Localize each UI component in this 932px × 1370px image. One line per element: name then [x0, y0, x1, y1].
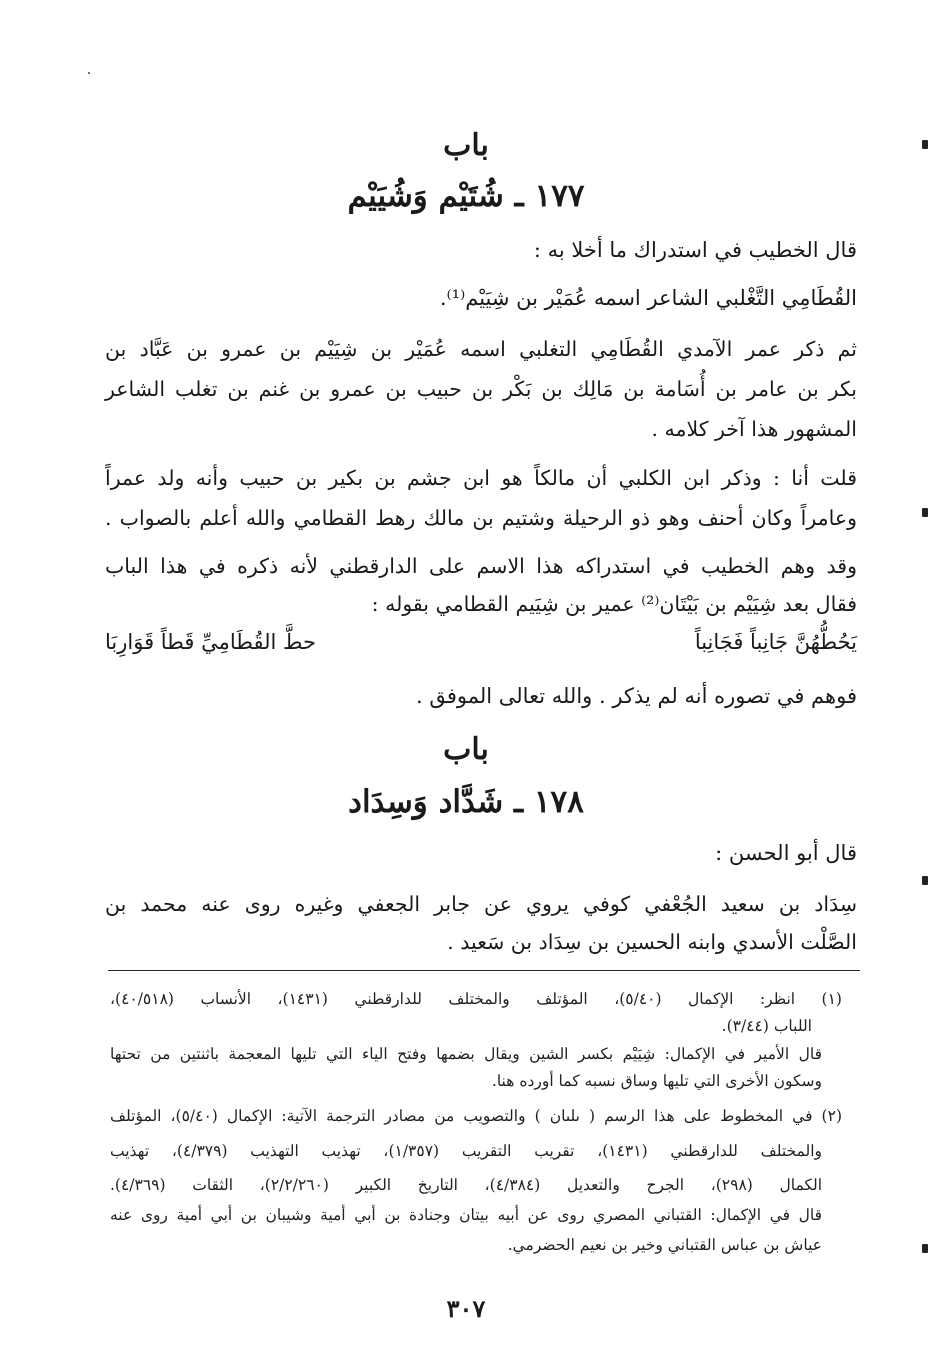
footnote-separator — [108, 970, 860, 971]
text-line: فقال بعد شِيَيْم بن بَيْتَان⁽²⁾ عمير بن شِيَيم القطامي بقوله : — [371, 592, 857, 616]
text-line: ثم ذكر عمر الآمدي القُطَامِي التغلبي اسمه عُمَيْر بن شِيَيْم بن عمرو بن عَبَّاد بن — [105, 337, 857, 361]
margin-mark — [922, 140, 928, 149]
footnote-line: قال في الإكمال: القتباني المصري روى عن أبيه بيتان وجنادة بن أبي أمية وشيبان بن أبي أمية روى عنه — [110, 1206, 822, 1224]
chapter-label: باب — [443, 128, 489, 163]
text-line: وعامراً وكان أحنف وهو ذو الرحيلة وشتيم بن مالك رهط القطامي والله أعلم بالصواب . — [105, 506, 857, 530]
footnote-line: الكمال (٢٩٨)، الجرح والتعديل (٤/٣٨٤)، التاريخ الكبير (٢/٢/٢٦٠)، الثقات (٤/٣٦٩). — [110, 1176, 823, 1194]
text-line: قال الخطيب في استدراك ما أخلا به : — [533, 238, 857, 262]
footnote-line: (٢) في المخطوط على هذا الرسم ( ىلىان ) والتصويب من مصادر الترجمة الآتية: الإكمال (٥/٤٠)، المؤتلف — [110, 1107, 842, 1125]
verse-hemistich-second: حطَّ القُطَامِيِّ قَطاً قَوَارِبَا — [105, 630, 316, 654]
margin-mark — [922, 876, 928, 885]
text-line: المشهور هذا آخر كلامه . — [651, 417, 857, 441]
footnote-line: اللباب (٣/٤٤). — [721, 1017, 812, 1035]
page-number: ٣٠٧ — [446, 1294, 486, 1323]
text-line: قلت أنا : وذكر ابن الكلبي أن مالكاً هو ابن جشم بن بكير بن حبيب وأنه ولد عمراً — [105, 466, 857, 490]
text-line: الصَّلْت الأسدي وابنه الحسين بن سِدَاد بن سَعيد . — [447, 930, 857, 954]
scan-dot — [88, 72, 90, 74]
section-title-178: ١٧٨ ـ شَدَّاد وَسِدَاد — [348, 784, 584, 820]
verse-hemistich-first: يَحُطُّهُنَّ جَانِباً فَجَانِباً — [694, 630, 857, 654]
text-line: بكر بن عامر بن أُسَامة بن مَالِك بن بَكْر بن حبيب بن عمرو بن غنم بن تغلب الشاعر — [105, 377, 857, 401]
margin-mark — [922, 508, 928, 517]
footnote-line: وسكون الأخرى التي تليها وساق نسبه كما أورده هنا. — [491, 1072, 822, 1090]
footnote-line: (١) انظر: الإكمال (٥/٤٠)، المؤتلف والمختلف للدارقطني (١٤٣١)، الأنساب (٤٠/٥١٨)، — [110, 990, 842, 1008]
footnote-line: قال الأمير في الإكمال: شِيَيْم بكسر الشين ويقال بضمها وفتح الياء التي تليها المعجمة باثنتين من تحتها — [110, 1045, 822, 1063]
footnote-line: والمختلف للدارقطني (١٤٣١)، تقريب التقريب (١/٣٥٧)، تهذيب التهذيب (٤/٣٧٩)، تهذيب — [110, 1142, 822, 1160]
text-line: وقد وهم الخطيب في استدراكه هذا الاسم على الدارقطني لأنه ذكره في هذا الباب — [105, 554, 857, 578]
margin-mark — [922, 1244, 928, 1253]
text-line: سِدَاد بن سعيد الجُعْفي كوفي يروي عن جابر الجعفي وغيره روى عنه محمد بن — [105, 892, 857, 916]
poetry-verse — [105, 630, 857, 654]
text-line: قال أبو الحسن : — [715, 841, 857, 865]
chapter-label: باب — [443, 732, 489, 767]
text-line: القُطَامِي التَّغْلبي الشاعر اسمه عُمَيْر بن شِيَيْم⁽¹⁾. — [439, 286, 857, 310]
section-title-177: ١٧٧ ـ شُتَيْم وَشُيَيْم — [347, 178, 585, 214]
text-line: فوهم في تصوره أنه لم يذكر . والله تعالى الموفق . — [415, 684, 857, 708]
footnote-line: عياش بن عباس القتباني وخير بن نعيم الحضرمي. — [507, 1236, 822, 1254]
